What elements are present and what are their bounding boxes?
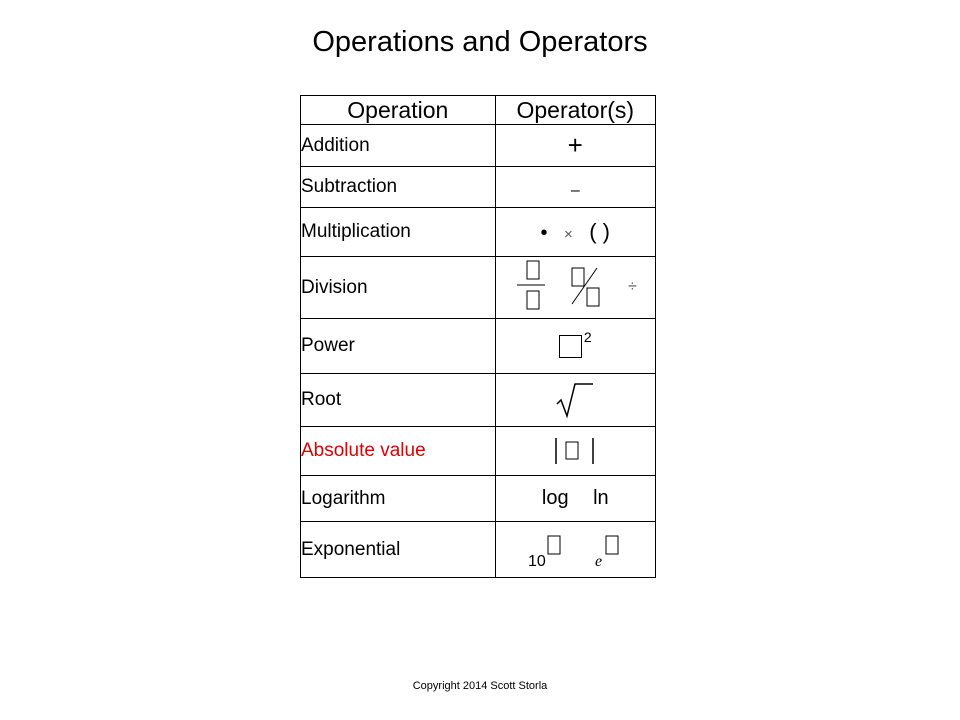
operation-addition: Addition (301, 125, 496, 167)
table-row (301, 476, 656, 522)
division-symbols (500, 258, 650, 312)
page-title: Operations and Operators (312, 26, 648, 58)
table-row (301, 257, 656, 319)
table-row (301, 522, 656, 578)
parentheses-symbol: ( ) (589, 219, 610, 244)
operation-root: Root (301, 374, 496, 427)
operator-cell-multiplication (495, 208, 655, 257)
radical-icon (555, 380, 595, 420)
slash-fraction-symbol (572, 268, 599, 306)
operator-cell-division (495, 257, 655, 319)
plus-symbol: + (567, 130, 583, 160)
operator-cell-logarithm (495, 476, 655, 522)
operator-cell-absolute-value (495, 427, 655, 476)
operations-table (300, 95, 656, 578)
times-symbol: × (564, 226, 573, 243)
log-symbol: log (541, 487, 569, 509)
absolute-bars-icon (553, 436, 597, 466)
operator-cell-power (495, 319, 655, 374)
operation-logarithm: Logarithm (301, 476, 496, 522)
operator-cell-exponential (495, 522, 655, 578)
fraction-bar-symbol (517, 261, 545, 309)
operation-power: Power (301, 319, 496, 374)
table-row (301, 427, 656, 476)
ln-symbol: ln (593, 487, 609, 509)
table-header-row (301, 96, 656, 125)
exponential-symbols (520, 528, 630, 572)
ten-base: 10 (528, 552, 547, 570)
operation-multiplication: Multiplication (301, 208, 496, 257)
table-row (301, 374, 656, 427)
base-placeholder (559, 335, 582, 358)
copyright-footer: Copyright 2014 Scott Storla (412, 680, 548, 692)
operator-cell-subtraction (495, 167, 655, 208)
e-base: e (595, 552, 603, 570)
operation-absolute-value: Absolute value (301, 427, 496, 476)
operation-division: Division (301, 257, 496, 319)
divide-symbol: ÷ (628, 278, 638, 295)
table-row (301, 167, 656, 208)
operation-subtraction: Subtraction (301, 167, 496, 208)
header-operators: Operator(s) (495, 96, 655, 125)
minus-symbol: – (570, 182, 580, 199)
operator-cell-addition (495, 125, 655, 167)
table-row (301, 125, 656, 167)
table-row (301, 208, 656, 257)
header-operation: Operation (301, 96, 496, 125)
table-row (301, 319, 656, 374)
dot-symbol: • (540, 222, 548, 244)
exponent-two: 2 (583, 328, 592, 345)
operator-cell-root (495, 374, 655, 427)
operation-exponential: Exponential (301, 522, 496, 578)
